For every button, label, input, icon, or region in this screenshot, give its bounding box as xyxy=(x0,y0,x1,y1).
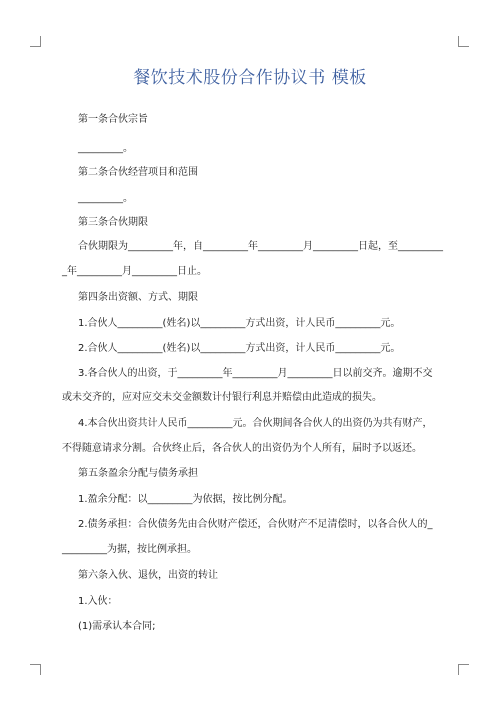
document-title: 餐饮技术股份合作协议书 模板 xyxy=(133,68,367,88)
article-1-heading: 第一条合伙宗旨 xyxy=(78,114,148,125)
article-1-blank: _________。 xyxy=(78,143,133,154)
contribution-clause-2: 2.合伙人_________(姓名)以_________方式出资，计人民币_________元。 xyxy=(78,343,401,354)
admission-item-1: (1)需承认本合同; xyxy=(78,621,156,632)
contribution-clause-4-line-2: 不得随意请求分割。合伙终止后，各合伙人的出资仍为个人所有，届时予以返还。 xyxy=(62,443,422,454)
term-clause-line-2: _年_________月_________日止。 xyxy=(62,266,207,277)
contribution-clause-3-line-2: 或未交齐的，应对应交未交金额数计付银行利息并赔偿由此造成的损失。 xyxy=(62,392,382,403)
term-clause-line-1: 合伙期限为_________年，自_________年_________月_________日起，至_________ xyxy=(78,241,443,252)
admission-heading: 1.入伙： xyxy=(78,596,118,607)
debt-clause-line-2: _________为据，按比例承担。 xyxy=(62,544,197,555)
crop-mark-top-right xyxy=(458,36,469,47)
article-4-heading: 第四条出资额、方式、期限 xyxy=(78,292,198,303)
article-3-heading: 第三条合伙期限 xyxy=(78,217,148,228)
article-6-heading: 第六条入伙、退伙，出资的转让 xyxy=(78,570,218,581)
article-2-heading: 第二条合伙经营项目和范围 xyxy=(78,167,198,178)
contribution-clause-1: 1.合伙人_________(姓名)以_________方式出资，计人民币_________元。 xyxy=(78,318,401,329)
contribution-clause-3-line-1: 3.各合伙人的出资，于_________年_________月_________日以前交齐。逾期不交 xyxy=(78,368,433,379)
article-2-blank: _________。 xyxy=(78,193,133,204)
crop-mark-bottom-left xyxy=(30,664,41,675)
crop-mark-top-left xyxy=(30,36,41,47)
contribution-clause-4-line-1: 4.本合伙出资共计人民币_________元。合伙期间各合伙人的出资仍为共有财产， xyxy=(78,418,433,429)
crop-mark-bottom-right xyxy=(458,664,469,675)
debt-clause-line-1: 2.债务承担：合伙债务先由合伙财产偿还，合伙财产不足清偿时，以各合伙人的_ xyxy=(78,519,433,530)
profit-distribution-clause: 1.盈余分配：以_________为依据，按比例分配。 xyxy=(78,494,293,505)
article-5-heading: 第五条盈余分配与债务承担 xyxy=(78,468,198,479)
